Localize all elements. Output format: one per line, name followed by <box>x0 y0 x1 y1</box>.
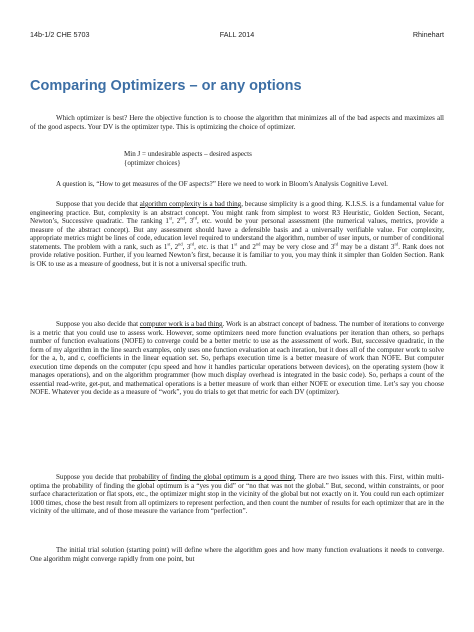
paragraph-intro: Which optimizer is best? Here the objective function is to choose the algorithm that minimizes all of the bad aspects and maximizes all of the good aspects. Your DV is the optimizer type. This is optimizing the choice of optimizer. <box>30 114 444 131</box>
underlined-phrase: probability of finding the global optimum is a good thing <box>128 473 295 481</box>
header-author: Rhinehart <box>412 30 444 39</box>
paragraph-global-optimum: Suppose you decide that probability of finding the global optimum is a good thing. There are two issues with this. First, within multi-optima the probability of finding the global optimum is a “yes you did” or “no that was not the global.” But, second, within constraints, or poor surface characterization or flat spots, etc., the optimizer might stop in the vicinity of the global but not exactly on it. You could run each optimizer 1000 times, chose the best result from all optimizers to represent perfection, and then count the number of results for each optimizer that are in the vicinity of the ultimate, and of those measure the variance from “perfection”. <box>30 473 444 516</box>
underlined-phrase: algorithm complexity is a bad thing <box>139 200 242 208</box>
paragraph-work: Suppose you also decide that computer work is a bad thing. Work is an abstract concept of badness. The number of iterations to converge is a metric that you could use to assess work. However, some optimizers need more function evaluations per iteration than others, so perhaps number of function evaluations (NOFE) to converge could be a better metric to use as the assessment of work. But, successive quadratic, in the form of my algorithm in the line search examples, only uses one function evaluation at each iteration, but it does all of the computer work to solve for the a, b, and c, coefficients in the linear equation set. So, perhaps execution time is a better measure of work than NOFE. But computer execution time depends on the computer (cpu speed and how it handles particular operations between devices), on the operating system (how it manages operations), and on the algorithm programmer (how much display overhead is integrated in the basic code). So, perhaps a count of the essential read-write, get-put, and mathematical operations is a better measure of work than either NOFE or execution time. Let’s say you choose NOFE. Whatever you decide as a measure of “work”, you do trials to get that metric for each DV (optimizer). <box>30 320 444 397</box>
page-title: Comparing Optimizers – or any options <box>30 78 302 94</box>
paragraph-initial-trial: The initial trial solution (starting point) will define where the algorithm goes and how many function evaluations it needs to converge. One algorithm might converge rapidly from one point, but <box>30 546 444 563</box>
paragraph-question: A question is, “How to get measures of the OF aspects?” Here we need to work in Bloom’s Analysis Cognitive Level. <box>56 180 388 188</box>
objective-equation <box>124 150 252 167</box>
paragraph-complexity: Suppose that you decide that algorithm complexity is a bad thing, because simplicity is a good thing. K.I.S.S. is a fundamental value for engineering practice. But, complexity is an abstract concept. You might rank from simplest to worst R3 Heuristic, Golden Section, Secant, Newton’s, Successive quadratic. The ranking 1st, 2nd, 3rd, etc. would be your personal assessment (the numerical values, metrics, provide a measure of the abstract concept). But any assessment should have a defensible basis and a universally verifiable value. For complexity, appropriate metrics might be lines of code, education level required to understand the algorithm, number of user inputs, or number of conditional statements. The problem with a rank, such as 1st, 2nd, 3rd, etc. is that 1st and 2nd may be very close and 3rd may be a distant 3rd. Rank does not provide relative position. Further, if you learned Newton’s first, because it is familiar to you, you may think it simpler than Golden Section. Rank is OK to use as a measure of goodness, but it is not a universal specific truth. <box>30 200 445 268</box>
equation-constraint: {optimizer choices} <box>124 158 181 167</box>
equation-line: Min J = undesirable aspects – desired aspects <box>124 150 252 158</box>
underlined-phrase: computer work is a bad thing <box>139 320 223 328</box>
header-course: 14b-1/2 CHE 5703 <box>30 30 90 39</box>
page-header <box>30 30 444 42</box>
header-term: FALL 2014 <box>219 30 255 39</box>
